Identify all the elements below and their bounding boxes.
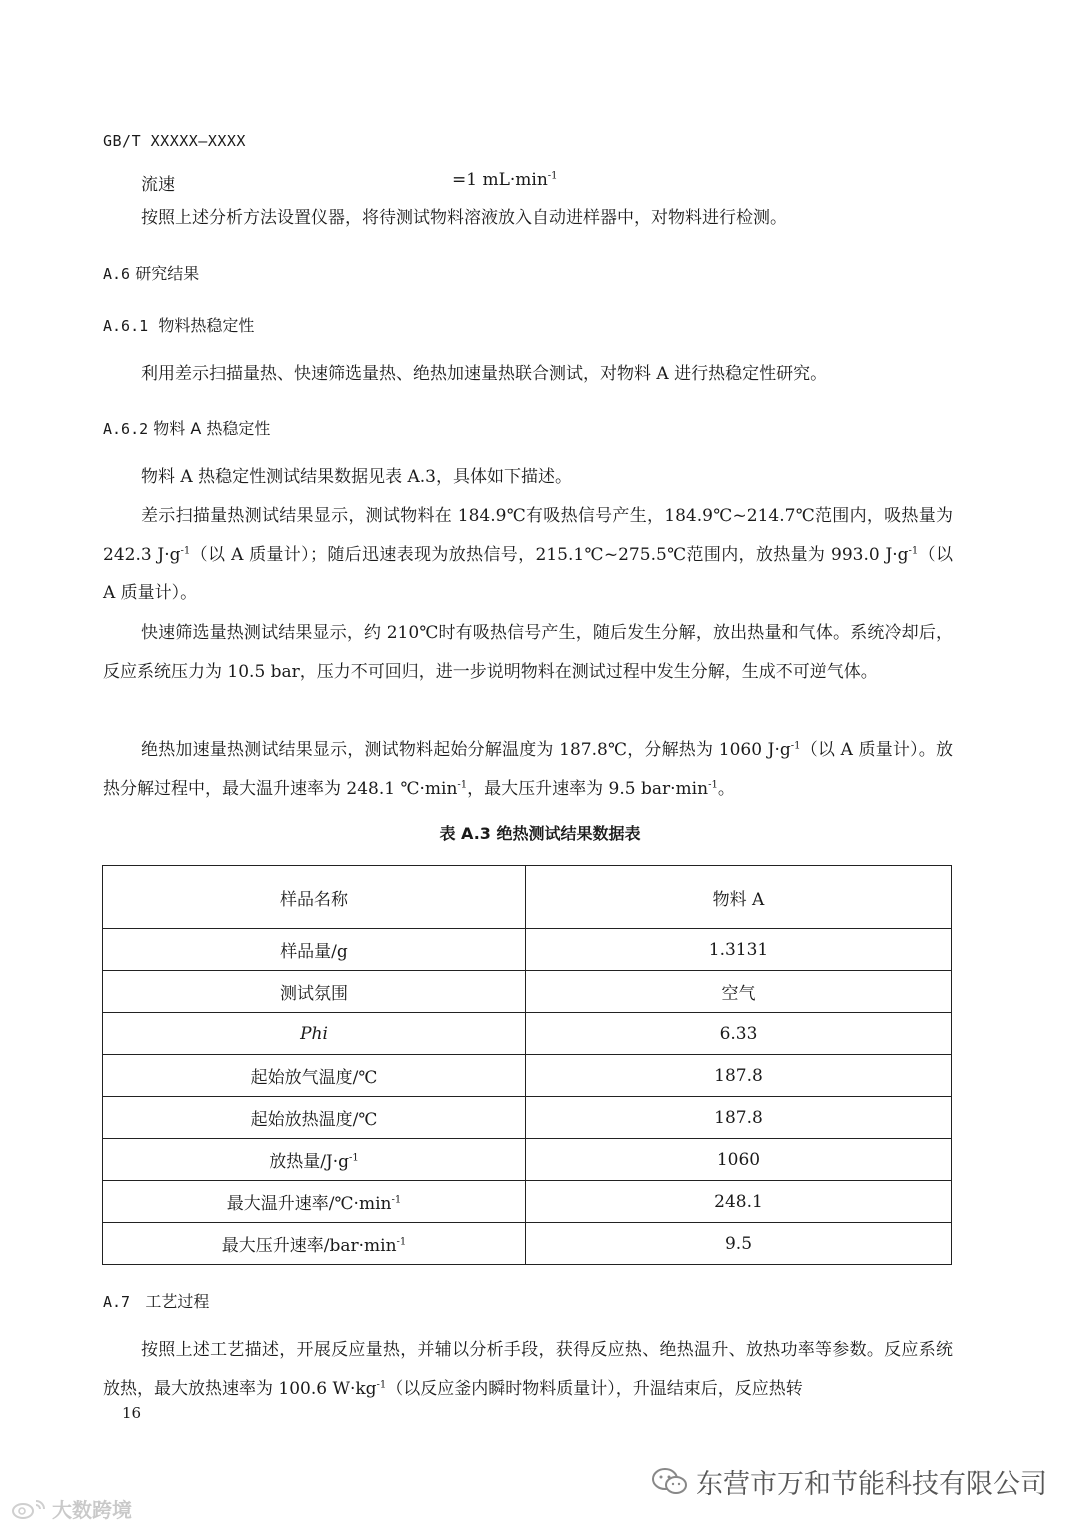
table-row — [103, 1013, 952, 1055]
flow-value-text: =1 mL·min — [452, 170, 548, 190]
section-a7-heading — [103, 1289, 209, 1312]
a7-paragraph — [103, 1331, 953, 1408]
dsc-text-2: （以 A 质量计）；随后迅速表现为放热信号，215.1℃~275.5℃范围内，放热量为 993.0 J·g — [190, 544, 909, 565]
row-label-text: Phi — [300, 1023, 328, 1044]
table-row-label — [103, 1013, 526, 1055]
dsc-exp-1: -1 — [180, 544, 191, 556]
section-a6-title: 研究结果 — [135, 264, 200, 283]
section-a62-heading — [103, 416, 270, 439]
dsc-text-1: 差示扫描量热测试结果显示，测试物料在 184.9℃有吸热信号产生，184.9℃~214.7℃范围内，吸热量为 242.3 J·g — [103, 506, 953, 565]
row-label-text: 样品量/g — [280, 942, 348, 962]
table-row-value: 187.8 — [526, 1055, 952, 1097]
company-name: 东营市万和节能科技有限公司 — [696, 1469, 1047, 1500]
section-a7-title: 工艺过程 — [145, 1292, 210, 1311]
table-header-cell: 样品名称 — [103, 866, 526, 929]
weibo-icon — [10, 1497, 48, 1521]
row-label-exponent: -1 — [396, 1236, 407, 1248]
table-row-value: 248.1 — [526, 1181, 952, 1223]
table-caption: 表 A.3 绝热测试结果数据表 — [439, 824, 641, 843]
standard-code: GB/T XXXXX—XXXX — [103, 132, 246, 150]
table-row — [103, 1097, 952, 1139]
table-header-row — [103, 866, 952, 929]
row-label-text: 最大压升速率/bar·min — [221, 1236, 397, 1256]
table-row-value: 6.33 — [526, 1013, 952, 1055]
dsc-text-3: （以 A 质量计）。 — [103, 544, 953, 603]
section-a62-number: A.6.2 — [103, 420, 149, 438]
company-watermark — [650, 1462, 1047, 1501]
row-label-text: 放热量/J·g — [269, 1152, 350, 1172]
arc-text-4: 。 — [717, 778, 735, 799]
table-row-label — [103, 971, 526, 1013]
section-a6-number: A.6 — [103, 265, 131, 283]
dsc-paragraph — [103, 497, 953, 613]
row-label-exponent: -1 — [349, 1152, 359, 1164]
section-a6-heading — [103, 261, 199, 284]
arc-exp-1: -1 — [790, 740, 801, 752]
arc-text-2: （以 A 质量计）。放热分解过程中，最大温升速率为 248.1 ℃·min — [103, 740, 953, 799]
dsc-exp-2: -1 — [908, 544, 919, 556]
screening-paragraph: 快速筛选量热测试结果显示，约 210℃时有吸热信号产生，随后发生分解，放出热量和气体。系统冷却后，反应系统压力为 10.5 bar，压力不可回归，进一步说明物料在测试过程中发生分解，生成不可逆气体。 — [103, 623, 953, 682]
a61-paragraph: 利用差示扫描量热、快速筛选量热、绝热加速量热联合测试，对物料 A 进行热稳定性研究。 — [141, 364, 828, 384]
table-row-value: 9.5 — [526, 1223, 952, 1265]
page-number: 16 — [122, 1404, 142, 1422]
setup-paragraph: 按照上述分析方法设置仪器，将待测试物料溶液放入自动进样器中，对物料进行检测。 — [141, 208, 787, 228]
table-row — [103, 929, 952, 971]
section-a61-number: A.6.1 — [103, 317, 149, 335]
table-row-value: 187.8 — [526, 1097, 952, 1139]
table-header-cell: 物料 A — [526, 866, 952, 929]
a7-text-2: （以反应釜内瞬时物料质量计），升温结束后，反应热转 — [386, 1378, 803, 1399]
a7-text-1: 按照上述工艺描述，开展反应量热，并辅以分析手段，获得反应热、绝热温升、放热功率等参数。反应系统放热，最大放热速率为 100.6 W·kg — [103, 1340, 953, 1399]
arc-exp-3: -1 — [708, 778, 718, 790]
table-row-label — [103, 1055, 526, 1097]
flow-value-exponent: -1 — [547, 170, 558, 182]
table-row — [103, 1223, 952, 1265]
arc-exp-2: -1 — [457, 778, 468, 790]
table-row-label — [103, 929, 526, 971]
section-a61-title: 物料热稳定性 — [158, 316, 255, 335]
row-label-text: 最大温升速率/℃·min — [226, 1194, 392, 1214]
section-a61-heading — [103, 313, 254, 336]
table-row — [103, 971, 952, 1013]
a7-exp-1: -1 — [376, 1378, 387, 1390]
table-row-label — [103, 1097, 526, 1139]
table-row — [103, 1055, 952, 1097]
section-a62-title: 物料 A 热稳定性 — [153, 419, 271, 438]
table-row-value: 空气 — [526, 971, 952, 1013]
results-table — [102, 865, 952, 1265]
platform-watermark — [10, 1494, 132, 1523]
a62-intro-paragraph: 物料 A 热稳定性测试结果数据见表 A.3，具体如下描述。 — [141, 467, 572, 487]
table-row-label — [103, 1223, 526, 1265]
arc-paragraph — [103, 731, 953, 808]
platform-name: 大数跨境 — [52, 1498, 132, 1522]
table-row-value: 1.3131 — [526, 929, 952, 971]
section-a7-number: A.7 — [103, 1293, 131, 1311]
row-label-text: 测试氛围 — [280, 984, 348, 1004]
flow-label: 流速 — [141, 175, 175, 195]
table-row — [103, 1139, 952, 1181]
table-row-label — [103, 1139, 526, 1181]
row-label-text: 起始放气温度/℃ — [250, 1068, 378, 1088]
row-label-text: 起始放热温度/℃ — [250, 1110, 378, 1130]
arc-text-3: ，最大压升速率为 9.5 bar·min — [467, 778, 709, 799]
table-row-label — [103, 1181, 526, 1223]
wechat-icon — [650, 1466, 690, 1498]
flow-value — [452, 170, 558, 190]
table-row-value: 1060 — [526, 1139, 952, 1181]
row-label-exponent: -1 — [391, 1194, 402, 1206]
arc-text-1: 绝热加速量热测试结果显示，测试物料起始分解温度为 187.8℃，分解热为 1060 J·g — [141, 740, 791, 760]
table-row — [103, 1181, 952, 1223]
